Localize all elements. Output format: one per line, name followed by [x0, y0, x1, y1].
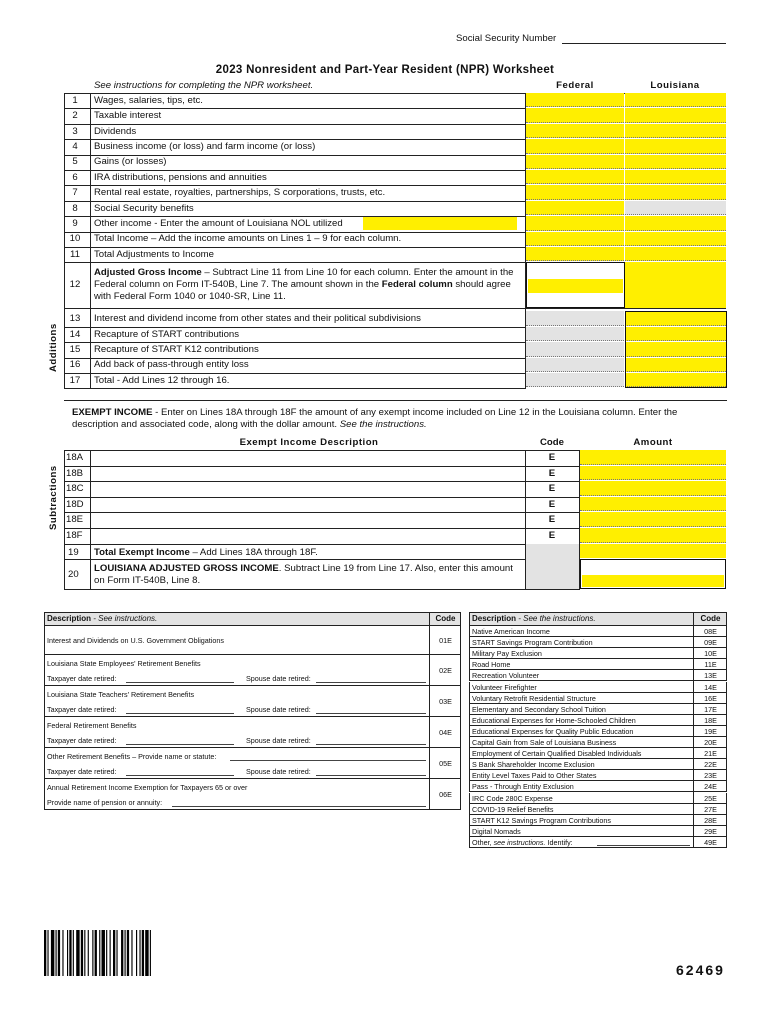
line-number: 15: [69, 343, 81, 355]
federal-amount-field[interactable]: [526, 139, 624, 153]
code-value: 13E: [704, 671, 717, 681]
spouse-date-label: Spouse date retired:: [246, 705, 311, 714]
line-description: Dividends: [94, 125, 137, 137]
line-number: 13: [69, 313, 81, 325]
federal-amount-field[interactable]: [526, 155, 624, 169]
exempt-code-field[interactable]: E: [548, 530, 556, 541]
code-description: Digital Nomads: [472, 826, 521, 836]
code-description: Capital Gain from Sale of Louisiana Business: [472, 738, 617, 747]
additions-label: Additions: [48, 323, 59, 373]
code-description: Interest and Dividends on U.S. Government Obligations: [47, 635, 224, 645]
louisiana-amount-field[interactable]: [625, 124, 726, 138]
exempt-left-rule: [64, 450, 65, 589]
row-rule: [64, 589, 580, 590]
row-rule: [64, 308, 726, 309]
code-description: Elementary and Secondary School Tuition: [472, 704, 606, 714]
federal-amount-field[interactable]: [526, 124, 624, 138]
code-description: Voluntary Retrofit Residential Structure: [472, 693, 596, 703]
line-20-amount-field[interactable]: [582, 575, 724, 587]
line-description: Recapture of START K12 contributions: [94, 343, 259, 355]
code-description: Provide name of pension or annuity:: [47, 798, 163, 807]
line-description: Add back of pass-through entity loss: [94, 359, 249, 371]
line-number: 20: [68, 569, 79, 581]
louisiana-amount-field[interactable]: [625, 232, 726, 246]
code-value: 17E: [704, 704, 717, 714]
code-value: 24E: [704, 782, 717, 792]
exempt-description-field[interactable]: [91, 497, 526, 513]
line-number: 16: [69, 359, 81, 371]
line-number: 2: [72, 110, 78, 122]
exempt-code-field[interactable]: E: [548, 452, 556, 463]
taxpayer-date-field[interactable]: [126, 775, 234, 776]
line-number: 19: [68, 546, 79, 558]
code-description: COVID-19 Relief Benefits: [472, 804, 554, 814]
exempt-line-number: 18F: [66, 530, 83, 541]
line-description: Rental real estate, royalties, partnerships, S corporations, trusts, etc.: [94, 187, 386, 199]
code-value: 21E: [704, 749, 717, 759]
line-description: Total - Add Lines 12 through 16.: [94, 374, 230, 386]
exempt-code-field[interactable]: E: [548, 467, 556, 479]
other-identify-field[interactable]: [597, 845, 690, 846]
additions-louisiana-box: [625, 311, 727, 388]
exempt-desc-header: Exempt Income Description: [239, 437, 379, 448]
code-value: 49E: [704, 837, 717, 847]
ssn-field[interactable]: [562, 43, 726, 44]
taxpayer-date-field[interactable]: [126, 713, 234, 714]
line-description: Social Security benefits: [94, 202, 194, 214]
code-description: Road Home: [472, 660, 511, 670]
spouse-date-field[interactable]: [316, 713, 426, 714]
line-number: 6: [72, 171, 78, 183]
codes-right-code-rule: [693, 612, 694, 848]
federal-amount-field: [526, 342, 624, 356]
line-number: 10: [69, 233, 81, 245]
line-description: Other income - Enter the amount of Louisiana NOL utilized: [94, 217, 343, 229]
louisiana-amount-field[interactable]: [625, 93, 726, 107]
code-value: 14E: [704, 682, 717, 692]
code-description: IRC Code 280C Expense: [472, 793, 553, 803]
line-number: 12: [69, 279, 81, 291]
code-description: START Savings Program Contribution: [472, 638, 593, 648]
taxpayer-date-label: Taxpayer date retired:: [47, 736, 117, 745]
code-value: 27E: [704, 804, 717, 814]
federal-amount-field[interactable]: [526, 216, 624, 230]
exempt-line-number: 18D: [66, 498, 84, 510]
code-value: 16E: [704, 693, 717, 703]
exempt-code-rule: [525, 450, 526, 589]
code-value: 29E: [704, 826, 717, 836]
exempt-line-number: 18B: [66, 467, 84, 479]
row-rule: [64, 262, 526, 263]
federal-amount-field[interactable]: [526, 185, 624, 199]
exempt-amount-field[interactable]: [580, 481, 726, 496]
spouse-date-label: Spouse date retired:: [246, 674, 311, 683]
line-number: 5: [72, 156, 78, 168]
exempt-description-field[interactable]: [91, 512, 526, 528]
code-value: 04E: [439, 727, 452, 737]
taxpayer-date-label: Taxpayer date retired:: [47, 767, 117, 776]
exempt-description-field[interactable]: [91, 466, 526, 482]
louisiana-nol-field[interactable]: [363, 217, 517, 229]
exempt-line-number: 18E: [66, 514, 84, 526]
code-description: Louisiana State Teachers' Retirement Benefits: [47, 690, 195, 699]
exempt-amount-rule: [579, 450, 580, 589]
line-number: 11: [70, 248, 80, 260]
code-value: 20E: [704, 738, 717, 747]
code-value: 01E: [439, 635, 452, 645]
line-number: 4: [72, 140, 78, 152]
code-value: 02E: [439, 665, 452, 675]
exempt-line-number: 18A: [66, 452, 84, 463]
louisiana-amount-field[interactable]: [625, 216, 726, 230]
code-value: 08E: [704, 627, 717, 636]
exempt-description-field[interactable]: [91, 450, 526, 466]
line-number: 8: [72, 202, 78, 214]
louisiana-amount-field[interactable]: [625, 139, 726, 153]
grid-num-rule: [90, 93, 91, 388]
code-description: Pass - Through Entity Exclusion: [472, 782, 574, 792]
line-number: 9: [72, 217, 78, 229]
exempt-amount-header: Amount: [633, 437, 673, 448]
line-description: Recapture of START contributions: [94, 328, 240, 340]
pension-name-field[interactable]: [172, 806, 426, 807]
code-description: Employment of Certain Qualified Disabled Individuals: [472, 749, 642, 759]
line-19-amount-field[interactable]: [580, 544, 726, 559]
louisiana-amount-field: [625, 201, 726, 215]
instructions-note: See instructions for completing the NPR worksheet.: [94, 80, 314, 91]
code-value: 10E: [704, 649, 717, 659]
exempt-code-field[interactable]: E: [548, 498, 556, 510]
federal-column-header: Federal: [556, 80, 594, 91]
federal-amount-field[interactable]: [526, 108, 624, 122]
code-value: 18E: [704, 715, 717, 725]
statute-field[interactable]: [230, 760, 426, 761]
federal-amount-field[interactable]: [526, 170, 624, 184]
federal-amount-field[interactable]: [526, 93, 624, 107]
grid-federal-rule: [525, 93, 526, 388]
louisiana-amount-field[interactable]: [625, 155, 726, 169]
line-number: 14: [69, 328, 81, 340]
federal-amount-field[interactable]: [526, 201, 624, 215]
code-description: Educational Expenses for Home-Schooled Children: [472, 715, 636, 725]
code-value: 09E: [704, 638, 717, 648]
exempt-amount-field[interactable]: [580, 512, 726, 527]
code-description: Annual Retirement Income Exemption for Taxpayers 65 or over: [47, 783, 248, 792]
line-description: Gains (or losses): [94, 156, 167, 168]
louisiana-amount-field[interactable]: [625, 247, 726, 261]
exempt-code-header: Code: [540, 437, 564, 448]
line-description: Total Income – Add the income amounts on Lines 1 – 9 for each column.: [94, 233, 402, 245]
federal-amount-field[interactable]: [526, 247, 624, 261]
code-description: Federal Retirement Benefits: [47, 721, 137, 730]
federal-agi-field[interactable]: [528, 279, 623, 293]
taxpayer-date-label: Taxpayer date retired:: [47, 705, 117, 714]
code-description: S Bank Shareholder Income Exclusion: [472, 760, 595, 770]
page-title: 2023 Nonresident and Part-Year Resident (NPR) Worksheet: [215, 64, 555, 76]
subtractions-label: Subtractions: [48, 465, 59, 531]
line-number: 1: [72, 94, 78, 106]
spouse-date-field[interactable]: [316, 682, 426, 683]
codes-right-code-header: Code: [700, 614, 721, 623]
line-description: Taxable interest: [94, 110, 162, 122]
code-value: 19E: [704, 726, 717, 736]
line-19-code-blank: [526, 544, 579, 560]
louisiana-amount-field[interactable]: [625, 185, 726, 199]
row-rule: [64, 388, 526, 389]
exempt-code-field[interactable]: E: [548, 514, 556, 526]
exempt-code-field[interactable]: E: [548, 483, 556, 495]
line-description: Wages, salaries, tips, etc.: [94, 94, 203, 106]
exempt-amount-field[interactable]: [580, 497, 726, 512]
exempt-description-field[interactable]: [91, 528, 526, 544]
line-number: 17: [69, 374, 81, 386]
code-value: 05E: [439, 758, 452, 768]
code-description: Other Retirement Benefits – Provide name or statute:: [47, 752, 217, 761]
louisiana-agi-field[interactable]: [625, 262, 726, 308]
exempt-num-rule: [90, 450, 91, 589]
spouse-date-field[interactable]: [316, 744, 426, 745]
louisiana-amount-field[interactable]: [625, 170, 726, 184]
line-20-code-blank: [526, 559, 579, 589]
line-description: Interest and dividend income from other states and their political subdivisions: [94, 313, 421, 325]
louisiana-amount-field[interactable]: [625, 108, 726, 122]
codes-left-code-header: Code: [435, 614, 456, 623]
code-value: 25E: [704, 793, 717, 803]
line-19-description: Total Exempt Income – Add Lines 18A through 18F.: [94, 546, 318, 558]
grid-left-rule: [64, 93, 65, 388]
line-description: IRA distributions, pensions and annuities: [94, 171, 267, 183]
code-description: Entity Level Taxes Paid to Other States: [472, 771, 597, 781]
federal-amount-field: [526, 358, 624, 372]
code-value: 06E: [439, 789, 452, 799]
spouse-date-label: Spouse date retired:: [246, 767, 311, 776]
code-value: 22E: [704, 760, 717, 770]
line-12-description: Adjusted Gross Income – Subtract Line 11 from Line 10 for each column. Enter the amount in the Federal column on Form IT-540B, Line 7. The amount shown in the Federal column should agree with Federal Form 1040 or 1040-SR, Line 11.: [94, 267, 514, 303]
taxpayer-date-label: Taxpayer date retired:: [47, 674, 117, 683]
row-rule: [64, 544, 580, 545]
code-description: Educational Expenses for Quality Public Education: [472, 726, 634, 736]
codes-right-desc-header: Description - See the instructions.: [472, 614, 596, 623]
codes-left-desc-header: Description - See instructions.: [47, 614, 158, 623]
federal-amount-field[interactable]: [526, 232, 624, 246]
exempt-amount-field[interactable]: [580, 450, 726, 465]
spouse-date-field[interactable]: [316, 775, 426, 776]
federal-amount-field: [526, 327, 624, 341]
code-description: Volunteer Firefighter: [472, 682, 537, 692]
code-description: Other, see instructions. Identify:: [472, 837, 573, 847]
code-description: START K12 Savings Program Contributions: [472, 815, 612, 825]
line-20-description: LOUISIANA ADJUSTED GROSS INCOME. Subtract Line 19 from Line 17. Also, enter this amount on Form IT-540B, Line 8.: [94, 563, 513, 587]
exempt-top-rule: [64, 400, 727, 401]
louisiana-column-header: Louisiana: [650, 80, 700, 91]
barcode: [44, 930, 186, 976]
spouse-date-label: Spouse date retired:: [246, 736, 311, 745]
code-value: 28E: [704, 815, 717, 825]
code-description: Native American Income: [472, 627, 550, 636]
form-number: 62469: [676, 962, 725, 978]
code-value: 11E: [704, 660, 717, 670]
taxpayer-date-field[interactable]: [126, 744, 234, 745]
code-value: 03E: [439, 696, 452, 706]
line-number: 7: [72, 187, 78, 199]
exempt-description-field[interactable]: [91, 481, 526, 497]
federal-amount-field: [526, 311, 624, 325]
codes-left-code-rule: [429, 612, 430, 810]
line-description: Total Adjustments to Income: [94, 248, 214, 260]
code-value: 23E: [704, 771, 717, 781]
code-description: Louisiana State Employees' Retirement Benefits: [47, 659, 201, 668]
exempt-amount-field[interactable]: [580, 466, 726, 481]
code-description: Recreation Volunteer: [472, 671, 540, 681]
code-description: Military Pay Exclusion: [472, 649, 542, 659]
line-number: 3: [72, 125, 78, 137]
taxpayer-date-field[interactable]: [126, 682, 234, 683]
ssn-label: Social Security Number: [456, 33, 557, 44]
exempt-income-instructions: EXEMPT INCOME - Enter on Lines 18A through 18F the amount of any exempt income included on Line 12 in the Louisiana column. Enter the description and associated code, along with the dollar amount. See the instructions.: [72, 407, 678, 430]
exempt-line-number: 18C: [66, 483, 84, 495]
exempt-amount-field[interactable]: [580, 528, 726, 543]
federal-amount-field: [526, 373, 624, 387]
line-description: Business income (or loss) and farm income (or loss): [94, 140, 316, 152]
